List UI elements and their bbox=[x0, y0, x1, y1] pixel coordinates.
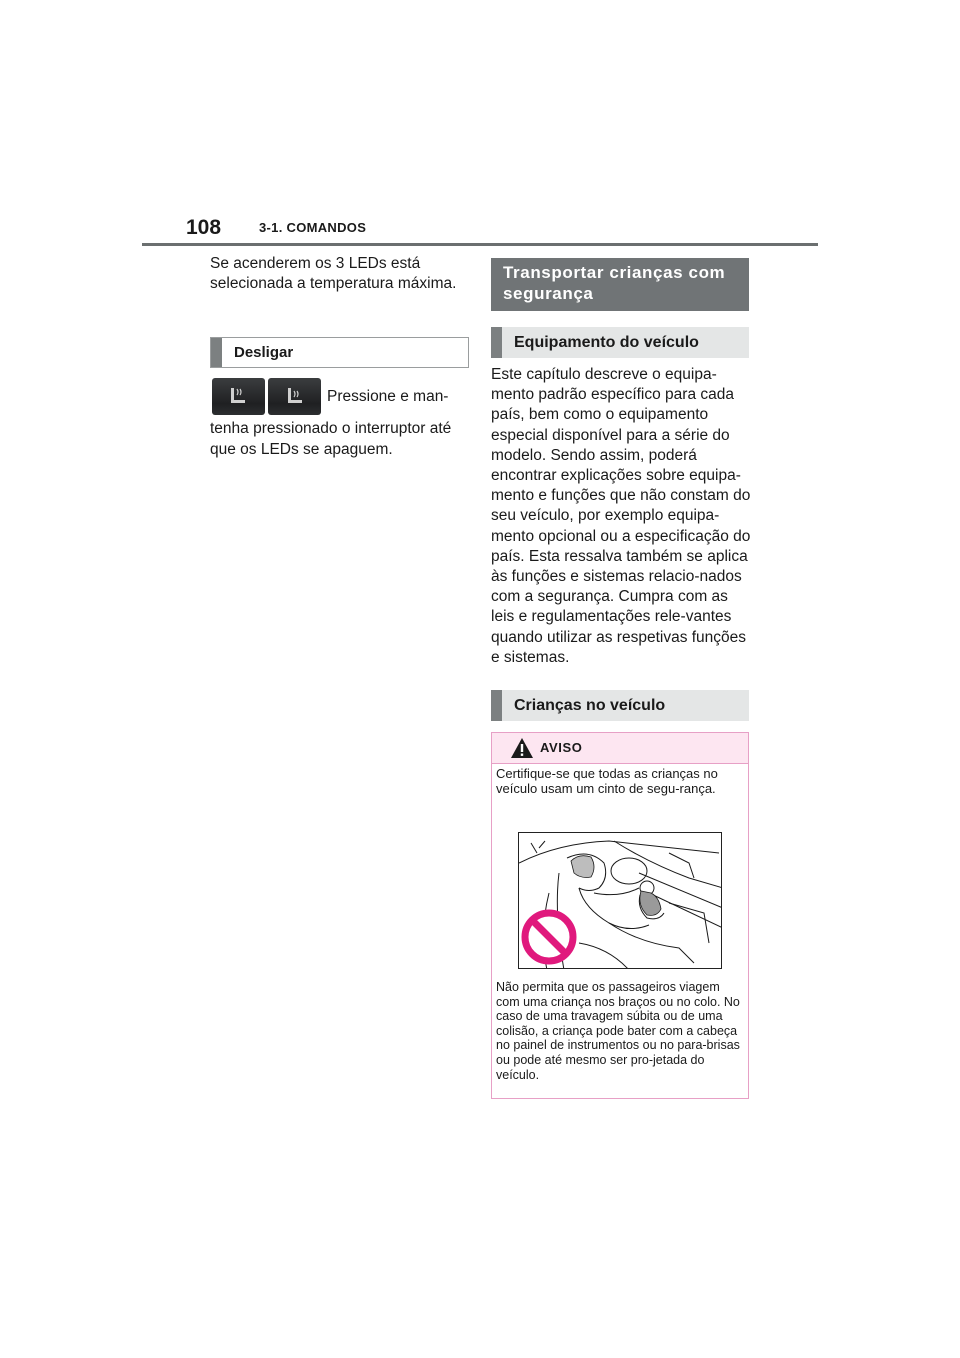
page-number: 108 bbox=[186, 216, 222, 239]
warning-text-seatbelt: Certifique-se que todas as crianças no veículo usam um cinto de segu-rança. bbox=[496, 766, 718, 796]
seat-heat-switch-right-icon bbox=[268, 378, 321, 415]
warning-box bbox=[491, 732, 749, 1099]
intro-paragraph: Se acenderem os 3 LEDs está selecionada a temperatura máxima. bbox=[210, 255, 457, 292]
warning-triangle-icon bbox=[510, 737, 534, 759]
chapter-banner: Transportar crianças com segurança bbox=[491, 258, 749, 311]
subheading-equipment bbox=[491, 327, 749, 358]
subheading-bar bbox=[491, 327, 502, 358]
warning-header bbox=[492, 733, 748, 764]
header-rule bbox=[142, 243, 818, 246]
subheading-label: Equipamento do veículo bbox=[514, 333, 699, 351]
seat-heat-switch-left-icon bbox=[212, 378, 265, 415]
subheading-label: Desligar bbox=[234, 344, 294, 361]
subheading-bar bbox=[491, 690, 502, 721]
child-on-lap-illustration bbox=[518, 832, 722, 969]
section-label: 3-1. COMANDOS bbox=[259, 220, 367, 235]
equipment-paragraph: Este capítulo descreve o equipa-mento padrão específico para cada país, bem como o equipamento especial disponível para a série do modelo. Sendo assim, poderá encontrar explicações sobre equipa-mento e funções que não constam do seu veículo, por exemplo equipa-mento opcional ou a especificação do país. Esta ressalva também se aplica às funções e sistemas relacio-nados com a segurança. Cumpra com as leis e regulamentações rele-vantes quando utilizar as respetivas funções e sistemas. bbox=[491, 366, 751, 666]
subheading-bar bbox=[211, 338, 222, 367]
instruction-rest: tenha pressionado o interruptor até que os LEDs se apaguem. bbox=[210, 420, 452, 458]
warning-title: AVISO bbox=[540, 740, 583, 755]
subheading-desligar bbox=[210, 337, 469, 368]
subheading-children bbox=[491, 690, 749, 721]
prohibition-icon bbox=[525, 913, 573, 961]
warning-text-lap: Não permita que os passageiros viagem com uma criança nos braços ou no colo. No caso de uma travagem súbita ou de uma colisão, a criança pode bater com a cabeça no painel de instrumentos ou no para-brisas ou pode até mesmo ser pro-jetada do veículo. bbox=[496, 980, 740, 1082]
subheading-label: Crianças no veículo bbox=[514, 696, 666, 714]
instruction-first: Pressione e man- bbox=[327, 388, 449, 405]
